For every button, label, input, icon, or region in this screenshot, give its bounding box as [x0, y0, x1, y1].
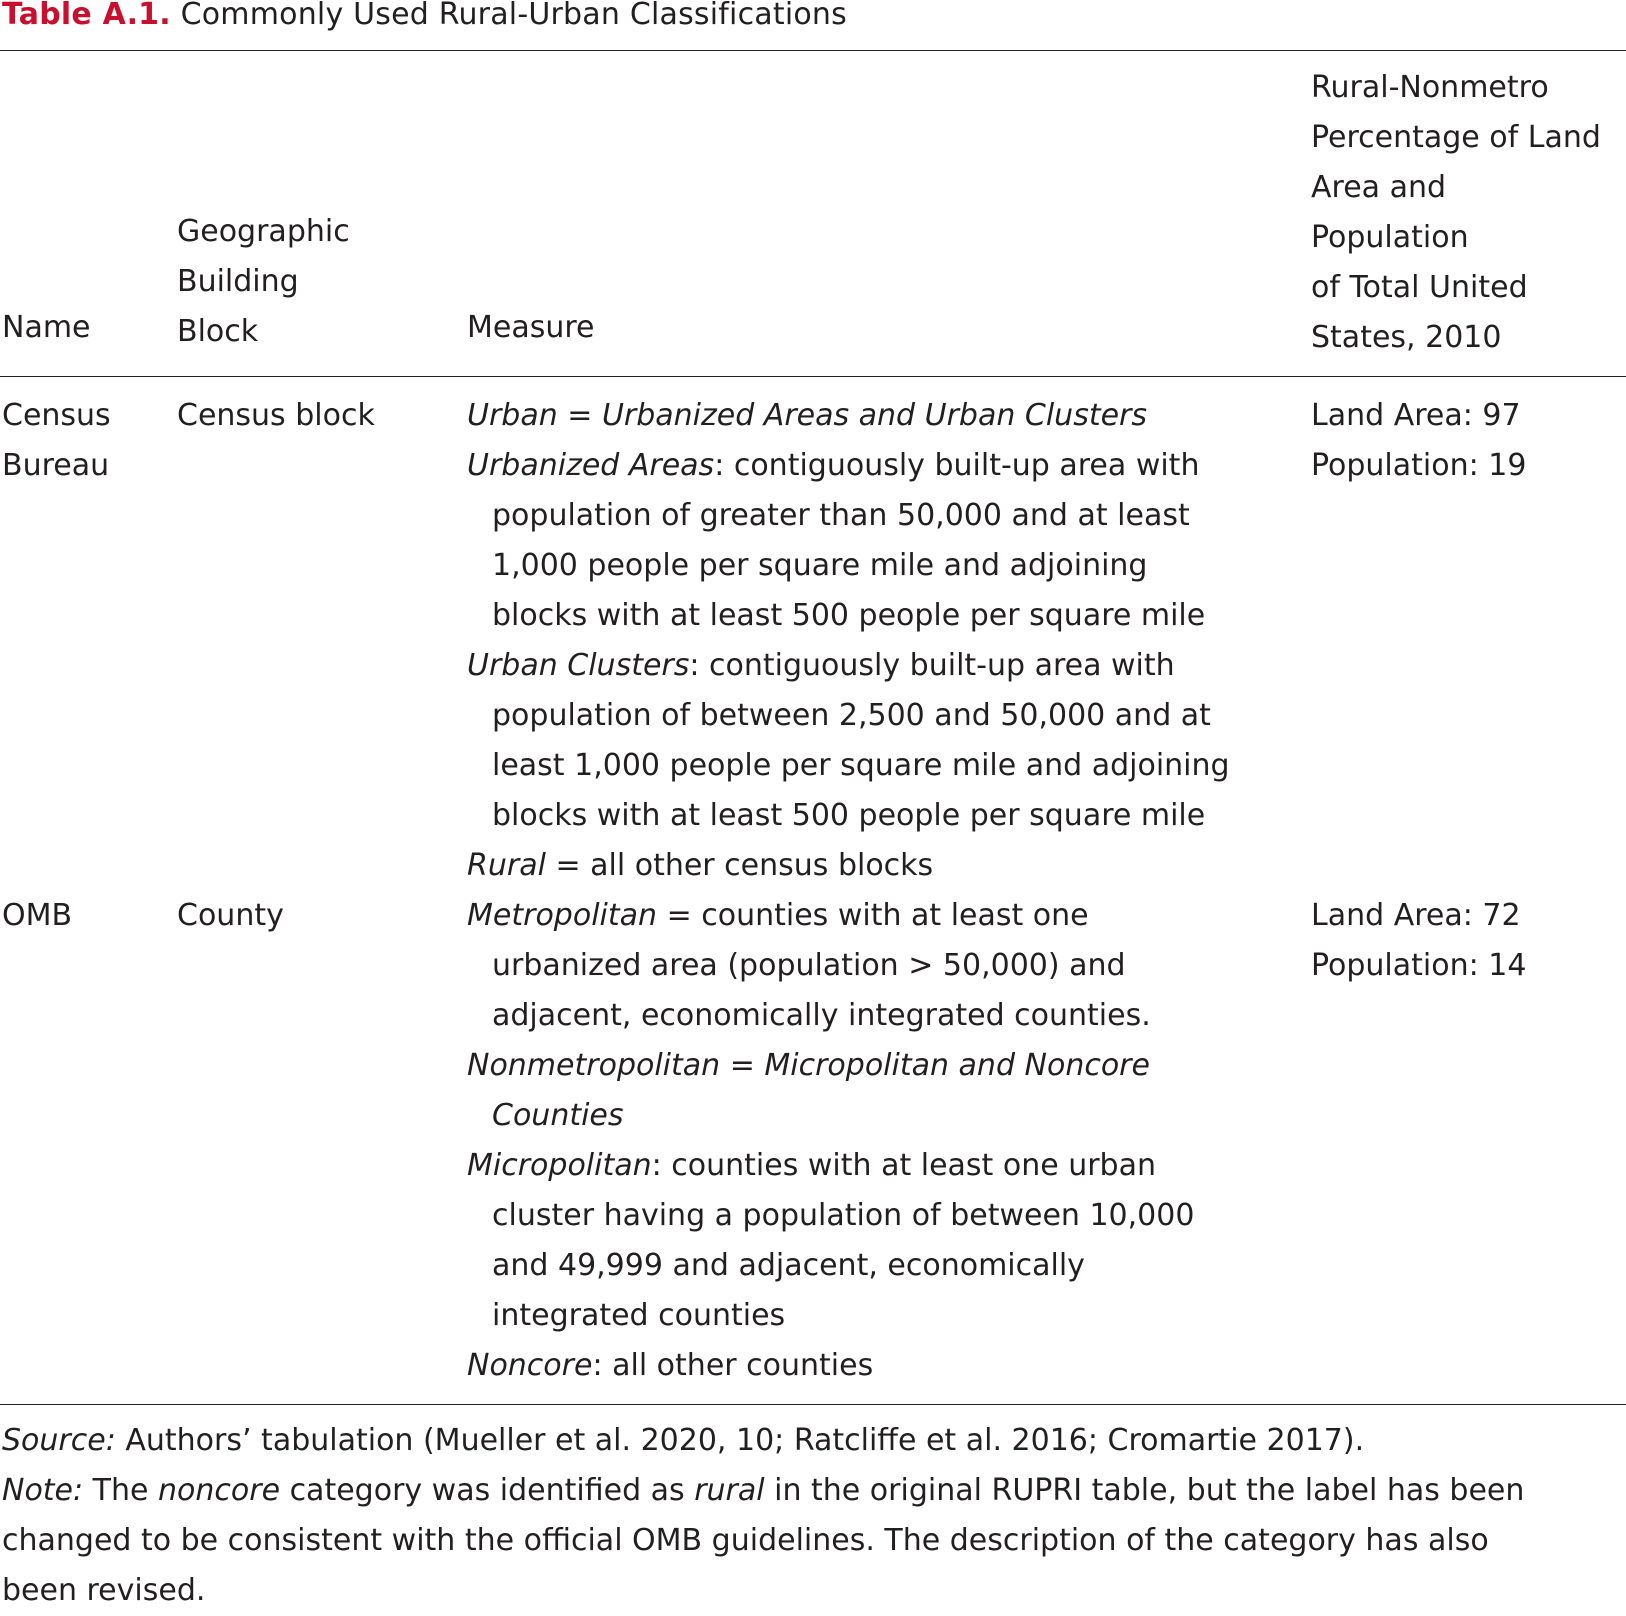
header-rule	[0, 376, 1626, 377]
top-rule	[0, 50, 1626, 51]
row-census-geo-block: Census block	[177, 398, 375, 433]
source-note: Source: Authors’ tabulation (Mueller et al. 2020, 10; Ratcliffe et al. 2016; Cromartie 2017).	[2, 1423, 1365, 1458]
header-geo-block: Geographic Building Block	[177, 214, 350, 349]
row-census-rural-percentage: Land Area: 97 Population: 19	[1311, 398, 1527, 483]
table-title: Commonly Used Rural-Urban Classifications	[180, 0, 847, 32]
bottom-rule	[0, 1404, 1626, 1405]
note-line-3: been revised.	[2, 1573, 206, 1608]
table-notes	[2, 1416, 1524, 1616]
row-census-measure: Urban = Urbanized Areas and Urban Clusters Urbanized Areas: contiguously built-up area with population of greater than 50,000 and at least 1,000 people per square mile and adjoining blocks with at least 500 people per square mile Urban Clusters: contiguously built-up area with population of between 2,500 and 50,000 and at least 1,000 people per square mile and adjoining blocks with at least 500 people per square mile Rural = all other census blocks	[467, 398, 1230, 883]
header-measure: Measure	[467, 310, 595, 345]
row-omb-measure: Metropolitan = counties with at least one urbanized area (population > 50,000) and adjacent, economically integrated counties. Nonmetropolitan = Micropolitan and Noncore Counties Micropolitan: counties with at least one urban cluster having a population of between 10,000 and 49,999 and adjacent, economically integrated counties Noncore: all other counties	[467, 898, 1195, 1383]
row-omb-rural-percentage: Land Area: 72 Population: 14	[1311, 898, 1527, 983]
note-line-1: Note: The noncore category was identified as rural in the original RUPRI table, but the label has been	[2, 1473, 1525, 1508]
table-label: Table A.1.	[2, 0, 171, 32]
row-omb-geo-block: County	[177, 898, 284, 933]
row-census-name: Census Bureau	[2, 398, 111, 483]
row-omb-name: OMB	[2, 898, 73, 933]
note-line-2: changed to be consistent with the official OMB guidelines. The description of the category has also	[2, 1523, 1489, 1558]
header-name: Name	[2, 310, 91, 345]
table-caption	[2, 0, 847, 38]
header-rural-percentage: Rural-Nonmetro Percentage of Land Area and Population of Total United States, 2010	[1311, 70, 1601, 355]
